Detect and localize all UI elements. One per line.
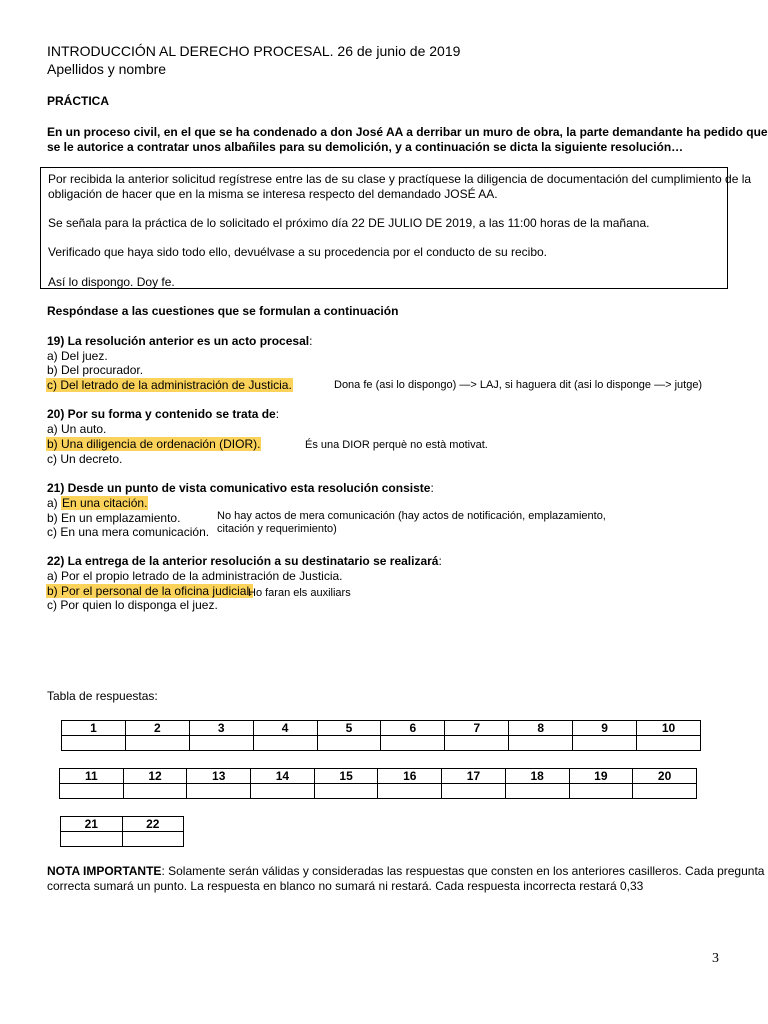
name-line: Apellidos y nombre [47,61,167,77]
question-text: 22) La entrega de la anterior resolución a su destinatario se realizará [47,554,439,568]
nota-text: : Solamente serán válidas y consideradas las respuestas que consten en los anteriores casilleros. Cada pregunta [161,864,765,878]
answer-cell[interactable] [61,832,123,847]
answer-number: 6 [381,721,445,736]
question-20 [47,407,279,421]
answer-cell[interactable] [122,832,184,847]
resolution-text: Verificado que haya sido todo ello, devuélvase a su procedencia por el conducto de su recibo. [48,245,547,259]
table-row [61,832,184,847]
option: a) Por el propio letrado de la administración de Justicia. [47,569,343,583]
answer-cell[interactable] [505,784,569,799]
answer-cell[interactable] [251,784,315,799]
question-text: 19) La resolución anterior es un acto procesal [47,334,310,348]
answer-table-11-20 [59,768,697,799]
answer-number: 11 [60,769,124,784]
intro-paragraph [47,125,768,155]
answer-cell[interactable] [509,736,573,751]
question-suffix: : [430,481,434,495]
answer-cell[interactable] [381,736,445,751]
answer-number: 16 [378,769,442,784]
highlighted-answer: En una citación. [62,496,148,510]
question-text: 21) Desde un punto de vista comunicativo esta resolución consiste [47,481,431,495]
answer-cell[interactable] [633,784,697,799]
option: c) En una mera comunicación. [47,525,210,539]
answer-number: 5 [317,721,381,736]
intro-line: En un proceso civil, en el que se ha condenado a don José AA a derribar un muro de obra, la parte demandante ha pedido que [47,125,768,139]
answer-cell[interactable] [187,784,251,799]
option: c) Un decreto. [47,452,123,466]
answer-number: 3 [189,721,253,736]
answer-cell[interactable] [637,736,701,751]
option: a) Un auto. [47,422,107,436]
table-row [61,817,184,832]
resolution-text: Así lo dispongo. Doy fe. [48,275,175,289]
answer-cell[interactable] [253,736,317,751]
question-22 [47,554,442,568]
option: b) Del procurador. [47,363,144,377]
option-letter: a) [47,496,58,510]
highlighted-answer: b) Por el personal de la oficina judicial. [47,584,253,598]
highlighted-answer: c) Del letrado de la administración de Justicia. [47,378,292,392]
resolution-text: obligación de hacer que en la misma se interesa respecto del demandado JOSÉ AA. [48,187,498,201]
answer-number: 20 [633,769,697,784]
option: a) Del juez. [47,349,108,363]
answer-number: 2 [125,721,189,736]
answer-cell[interactable] [62,736,126,751]
answer-number: 4 [253,721,317,736]
table-row [62,736,701,751]
page-number: 3 [712,951,719,966]
answer-number: 13 [187,769,251,784]
answer-cell[interactable] [317,736,381,751]
answer-cell[interactable] [125,736,189,751]
answer-cell[interactable] [189,736,253,751]
question-suffix: : [275,407,280,421]
answer-number: 17 [442,769,506,784]
nota-text: correcta sumará un punto. La respuesta en blanco no sumará ni restará. Cada respuesta incorrecta restará 0,33 [47,879,644,893]
answer-number: 9 [573,721,637,736]
handwritten-note: No hay actos de mera comunicación (hay actos de notificación, emplazamiento, [217,510,606,522]
section-title: PRÁCTICA [47,94,109,108]
question-21 [47,481,434,495]
answer-table-label: Tabla de respuestas: [47,689,158,703]
answer-cell[interactable] [123,784,187,799]
answer-number: 18 [505,769,569,784]
answer-number: 22 [122,817,184,832]
handwritten-note: És una DIOR perquè no està motivat. [305,439,488,451]
question-text: 20) Por su forma y contenido se trata de [47,407,276,421]
answer-cell[interactable] [442,784,506,799]
table-row [62,721,701,736]
answer-number: 19 [569,769,633,784]
question-19 [47,334,312,348]
answer-cell[interactable] [378,784,442,799]
handwritten-note: Ho faran els auxiliars [248,587,351,599]
document-title: INTRODUCCIÓN AL DERECHO PROCESAL. 26 de junio de 2019 [47,43,461,59]
answer-number: 12 [123,769,187,784]
nota-label: NOTA IMPORTANTE [47,864,162,878]
answer-cell[interactable] [60,784,124,799]
option [47,496,148,510]
answer-table-21-22 [60,816,184,847]
resolution-text: Por recibida la anterior solicitud regístrese entre las de su clase y practíquese la diligencia de documentación del cumplimiento de la [48,172,752,186]
answer-cell[interactable] [573,736,637,751]
answer-table-1-10 [61,720,701,751]
table-row [60,769,697,784]
handwritten-note: Dona fe (asi lo dispongo) —> LAJ, si haguera dit (asi lo disponge —> jutge) [334,379,703,391]
instructions: Respóndase a las cuestiones que se formulan a continuación [47,304,399,318]
answer-number: 15 [314,769,378,784]
answer-number: 7 [445,721,509,736]
answer-number: 21 [61,817,123,832]
answer-number: 8 [509,721,573,736]
question-suffix: : [438,554,442,568]
answer-cell[interactable] [569,784,633,799]
intro-line: se le autorice a contratar unos albañiles para su demolición, y a continuación se dicta la siguiente resolución… [47,140,684,154]
answer-number: 1 [62,721,126,736]
resolution-text: Se señala para la práctica de lo solicitado el próximo día 22 DE JULIO DE 2019, a las 11:00 horas de la mañana. [48,216,650,230]
highlighted-answer: b) Una diligencia de ordenación (DIOR). [47,437,261,451]
nota-importante [47,864,764,878]
answer-number: 14 [251,769,315,784]
question-suffix: : [309,334,313,348]
answer-cell[interactable] [314,784,378,799]
resolution-box [40,167,752,289]
table-row [60,784,697,799]
answer-number: 10 [637,721,701,736]
handwritten-note: citación y requerimiento) [217,523,337,535]
answer-cell[interactable] [445,736,509,751]
option: b) En un emplazamiento. [47,511,181,525]
option: c) Por quien lo disponga el juez. [47,598,218,612]
